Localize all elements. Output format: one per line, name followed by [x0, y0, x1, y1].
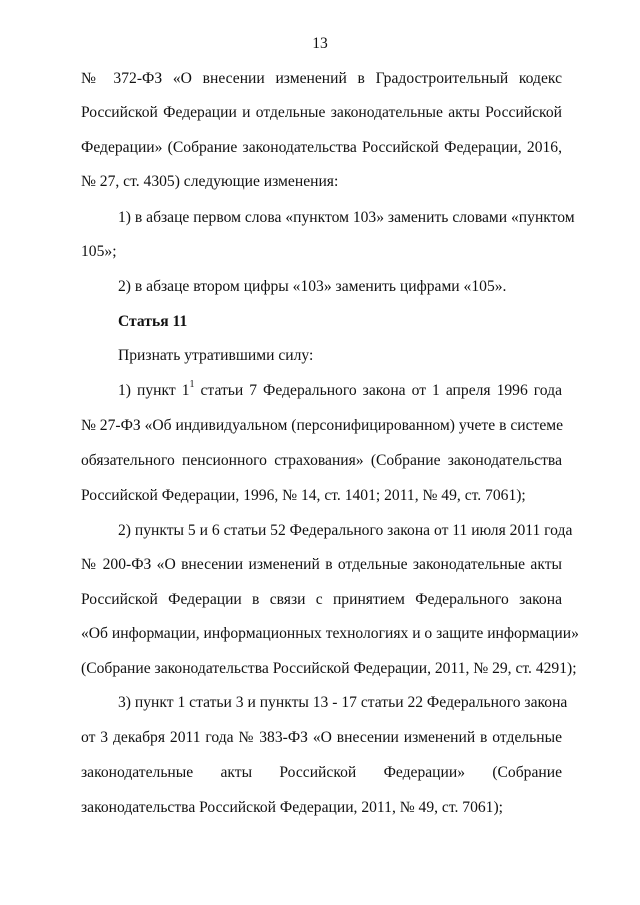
text-line: «Об информации, информационных технологиях и о защите информации» — [81, 625, 579, 642]
list-item-1-first-line — [118, 378, 562, 401]
item1-before: 1) пункт 1 — [118, 382, 190, 399]
superscript: 1 — [189, 378, 195, 390]
text-line: 2) пункты 5 и 6 статьи 52 Федерального закона от 11 июля 2011 года — [118, 522, 573, 539]
text-line: Российской Федерации и отдельные законодательные акты Российской — [81, 104, 562, 121]
text-line: Признать утратившими силу: — [118, 347, 314, 364]
text-line: обязательного пенсионного страхования» (Собрание законодательства — [81, 452, 562, 469]
text-line: № 27-ФЗ «Об индивидуальном (персонифицированном) учете в системе — [81, 417, 564, 434]
text-line: 1) в абзаце первом слова «пунктом 103» заменить словами «пунктом — [118, 209, 575, 226]
text-line: 3) пункт 1 статьи 3 и пункты 13 - 17 статьи 22 Федерального закона — [118, 694, 568, 711]
text-line: № 27, ст. 4305) следующие изменения: — [81, 173, 339, 190]
text-line: законодательства Российской Федерации, 2011, № 49, ст. 7061); — [81, 799, 503, 816]
text-line: Российской Федерации в связи с принятием Федерального закона — [81, 591, 562, 608]
text-line: (Собрание законодательства Российской Федерации, 2011, № 29, ст. 4291); — [81, 660, 577, 677]
text-line: 2) в абзаце втором цифры «103» заменить цифрами «105». — [118, 278, 507, 295]
text-line: № 200-ФЗ «О внесении изменений в отдельные законодательные акты — [81, 556, 562, 573]
text-line: 105»; — [81, 243, 117, 260]
item1-after: статьи 7 Федерального закона от 1 апреля 1996 года — [194, 382, 562, 399]
article-heading: Статья 11 — [118, 313, 188, 330]
text-line: № 372-ФЗ «О внесении изменений в Градостроительный кодекс — [81, 70, 562, 87]
text-line: законодательные акты Российской Федерации» (Собрание — [81, 764, 562, 781]
page-number: 13 — [312, 35, 328, 52]
text-line: Федерации» (Собрание законодательства Российской Федерации, 2016, — [81, 139, 562, 156]
text-line: от 3 декабря 2011 года № 383-ФЗ «О внесении изменений в отдельные — [81, 729, 562, 746]
text-line: Российской Федерации, 1996, № 14, ст. 1401; 2011, № 49, ст. 7061); — [81, 487, 526, 504]
